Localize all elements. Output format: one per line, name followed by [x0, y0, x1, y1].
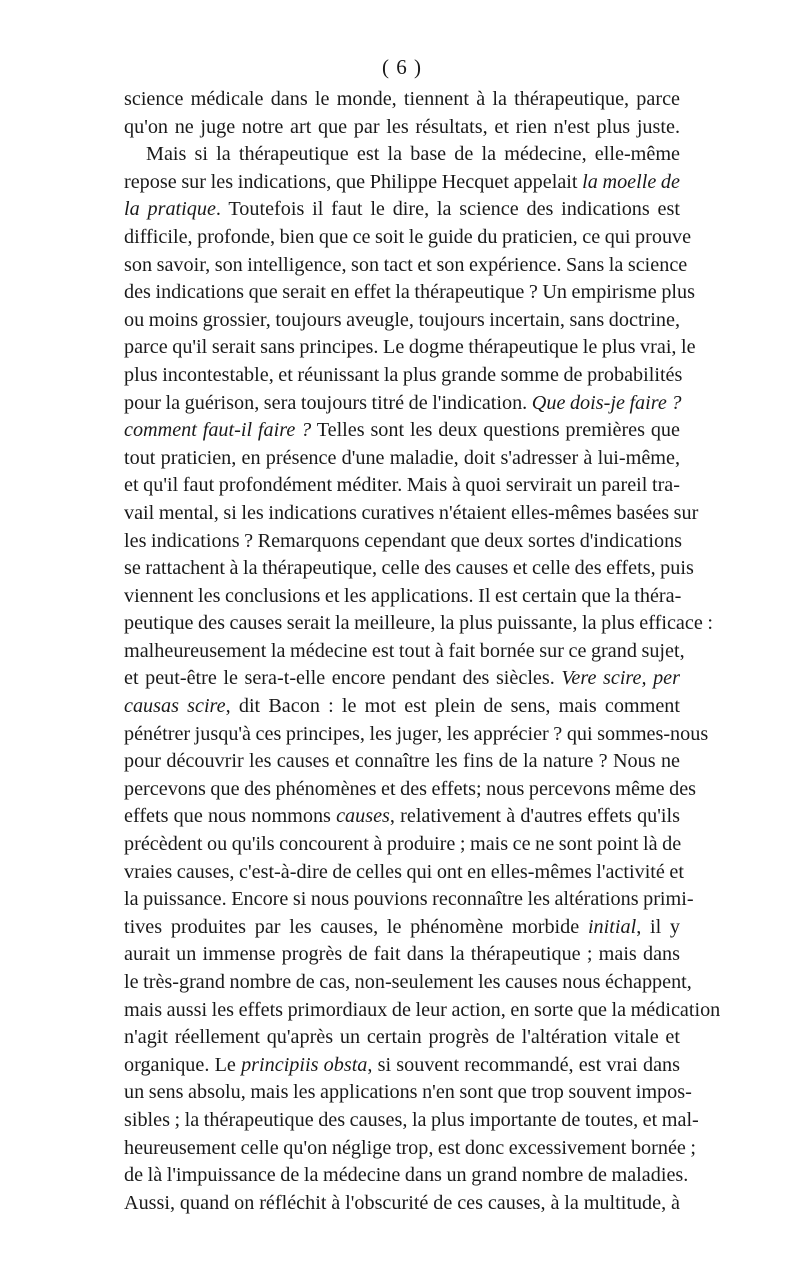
- text-line: tives produites par les causes, le phénomène morbide initial, il y: [124, 915, 681, 938]
- italic-phrase: la pratique: [124, 198, 216, 221]
- text-line: vail mental, si les indications curatives n'étaient elles-mêmes basées sur: [124, 501, 699, 524]
- text-line: le très-grand nombre de cas, non-seulement les causes nous échappent,: [124, 971, 692, 993]
- text-line: n'agit réellement qu'après un certain progrès de l'altération vitale et: [124, 1026, 680, 1049]
- text-line: vraies causes, c'est-à-dire de celles qui ont en elles-mêmes l'activité et: [124, 860, 684, 883]
- text-line: de là l'impuissance de la médecine dans un grand nombre de maladies.: [124, 1164, 689, 1187]
- text-line: Mais si la thérapeutique est la base de la médecine, elle-même: [146, 143, 680, 166]
- text-line: la puissance. Encore si nous pouvions reconnaître les altérations primi-: [124, 888, 694, 911]
- text-line: plus incontestable, et réunissant la plus grande somme de probabilités: [124, 363, 683, 386]
- text-line: un sens absolu, mais les applications n'en sont que trop souvent impos-: [124, 1081, 692, 1104]
- text-line: et peut-être le sera-t-elle encore pendant des siècles. Vere scire, per: [124, 667, 680, 690]
- text-line: organique. Le principiis obsta, si souvent recommandé, est vrai dans: [124, 1053, 680, 1076]
- text-line: précèdent ou qu'ils concourent à produire ; mais ce ne sont point là de: [124, 833, 682, 856]
- text-line: et qu'il faut profondément méditer. Mais à quoi servirait un pareil tra-: [124, 474, 680, 497]
- text-line: sibles ; la thérapeutique des causes, la plus importante de toutes, et mal-: [124, 1108, 699, 1131]
- italic-phrase: causes: [336, 805, 390, 828]
- text-line: effets que nous nommons causes, relativement à d'autres effets qu'ils: [124, 805, 680, 828]
- text-line: les indications ? Remarquons cependant que deux sortes d'indications: [124, 529, 683, 552]
- text-line: Aussi, quand on réfléchit à l'obscurité de ces causes, à la multitude, à: [124, 1191, 680, 1214]
- page-number: ( 6 ): [382, 55, 422, 79]
- text-line: se rattachent à la thérapeutique, celle des causes et celle des effets, puis: [124, 557, 694, 580]
- text-line: peutique des causes serait la meilleure, la plus puissante, la plus efficace :: [124, 612, 713, 635]
- text-line: ou moins grossier, toujours aveugle, toujours incertain, sans doctrine,: [124, 308, 680, 331]
- text-line: tout praticien, en présence d'une maladie, doit s'adresser à lui-même,: [124, 446, 680, 469]
- text-line: son savoir, son intelligence, son tact et son expérience. Sans la science: [124, 253, 688, 276]
- text-line: pour la guérison, sera toujours titré de l'indication. Que dois-je faire ?: [124, 391, 682, 414]
- text-line: malheureusement la médecine est tout à fait bornée sur ce grand sujet,: [124, 639, 685, 662]
- text-line: pénétrer jusqu'à ces principes, les juger, les apprécier ? qui sommes-nous: [124, 722, 709, 745]
- document-page: [124, 52, 721, 1217]
- italic-phrase: causas scire: [124, 695, 226, 718]
- text-line: viennent les conclusions et les applications. Il est certain que la théra-: [124, 584, 682, 607]
- text-line: la pratique. Toutefois il faut le dire, la science des indications est: [124, 198, 680, 221]
- italic-phrase: comment faut-il faire ?: [124, 419, 312, 442]
- text-line: qu'on ne juge notre art que par les résultats, et rien n'est plus juste.: [124, 115, 680, 138]
- text-line: percevons que des phénomènes et des effets; nous percevons même des: [124, 777, 697, 800]
- text-line: des indications que serait en effet la thérapeutique ? Un empirisme plus: [124, 281, 695, 304]
- text-line: aurait un immense progrès de fait dans la thérapeutique ; mais dans: [124, 943, 680, 966]
- italic-phrase: initial: [587, 915, 637, 938]
- body-text: [124, 86, 721, 1217]
- italic-phrase: Vere scire, per: [561, 667, 680, 690]
- text-line: science médicale dans le monde, tiennent à la thérapeutique, parce: [124, 88, 680, 110]
- italic-phrase: principiis obsta: [241, 1053, 368, 1076]
- text-line: mais aussi les effets primordiaux de leur action, en sorte que la médication: [124, 998, 721, 1021]
- italic-phrase: Que dois-je faire ?: [531, 391, 682, 414]
- text-line: difficile, profonde, bien que ce soit le guide du praticien, ce qui prouve: [124, 225, 692, 248]
- text-line: pour découvrir les causes et connaître les fins de la nature ? Nous ne: [124, 750, 680, 773]
- text-line: heureusement celle qu'on néglige trop, est donc excessivement bornée ;: [124, 1136, 697, 1159]
- italic-phrase: la moelle de: [582, 170, 680, 193]
- text-line: repose sur les indications, que Philippe Hecquet appelait la moelle de: [124, 170, 680, 193]
- text-line: comment faut-il faire ? Telles sont les deux questions premières que: [124, 419, 680, 442]
- text-line: parce qu'il serait sans principes. Le dogme thérapeutique le plus vrai, le: [124, 336, 696, 359]
- text-line: causas scire, dit Bacon : le mot est plein de sens, mais comment: [124, 695, 680, 718]
